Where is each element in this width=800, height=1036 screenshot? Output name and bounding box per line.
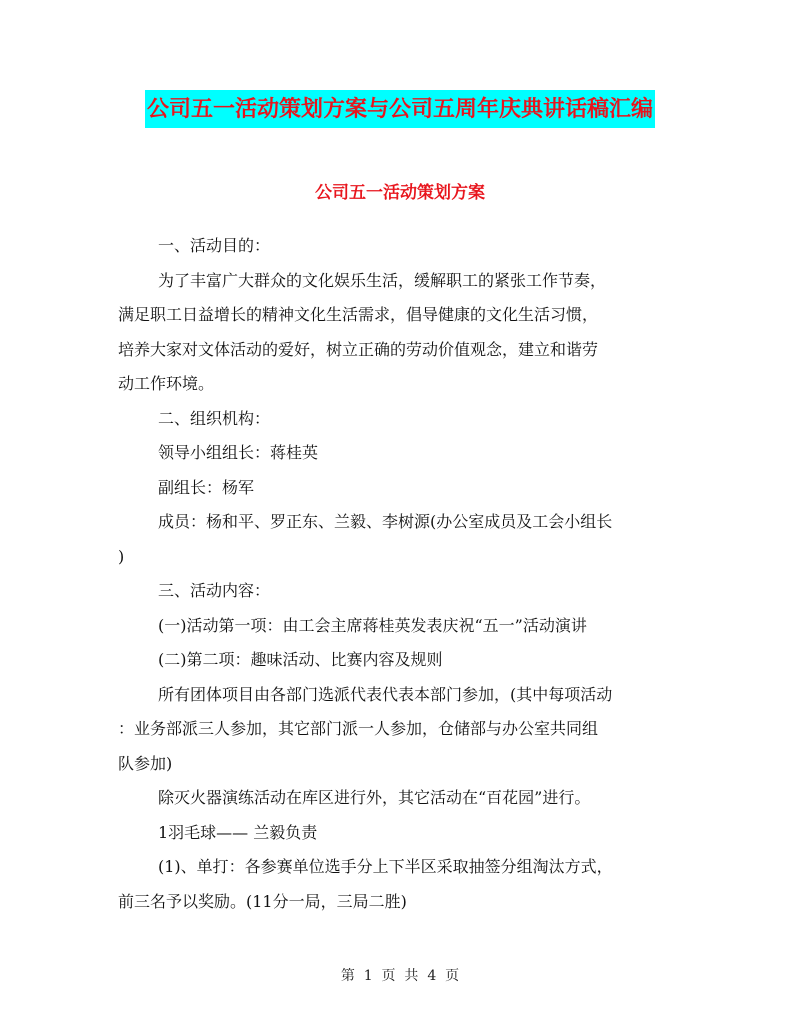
paragraph-line: ：业务部派三人参加，其它部门派一人参加，仓储部与办公室共同组	[118, 719, 599, 738]
paragraph-line: 1羽毛球—— 兰毅负责	[158, 822, 318, 842]
paragraph-line: 领导小组组长：蒋桂英	[158, 443, 319, 462]
document-main-title	[0, 90, 800, 128]
paragraph-line: 为了丰富广大群众的文化娱乐生活，缓解职工的紧张工作节奏，	[158, 270, 607, 290]
paragraph-line: 队参加)	[118, 753, 173, 773]
paragraph-line: 二、组织机构：	[158, 408, 271, 428]
document-body	[118, 229, 683, 919]
page-footer: 第 1 页 共 4 页	[340, 968, 460, 984]
paragraph-line: )	[118, 546, 125, 566]
paragraph-line: 培养大家对文体活动的爱好，树立正确的劳动价值观念，建立和谐劳	[118, 339, 599, 359]
paragraph-line: 动工作环境。	[118, 374, 215, 393]
paragraph-line: 满足职工日益增长的精神文化生活需求，倡导健康的文化生活习惯，	[118, 305, 599, 324]
paragraph-line: 成员：杨和平、罗正东、兰毅、李树源(办公室成员及工会小组长	[158, 512, 613, 531]
paragraph-line: 一、活动目的：	[158, 236, 271, 255]
paragraph-line: (二)第二项：趣味活动、比赛内容及规则	[158, 650, 443, 669]
paragraph-line: 前三名予以奖励。(11分一局，三局二胜)	[118, 891, 407, 911]
section-title: 公司五一活动策划方案	[315, 183, 485, 203]
paragraph-line: 三、活动内容：	[158, 581, 271, 600]
paragraph-line: 除灭火器演练活动在库区进行外，其它活动在“百花园”进行。	[158, 788, 591, 807]
paragraph-line: (1)、单打：各参赛单位选手分上下半区采取抽签分组淘汰方式，	[158, 857, 613, 876]
paragraph-line: (一)活动第一项：由工会主席蒋桂英发表庆祝“五一”活动演讲	[158, 615, 587, 635]
main-title-text: 公司五一活动策划方案与公司五周年庆典讲话稿汇编	[145, 90, 655, 128]
paragraph-line: 副组长：杨军	[158, 477, 255, 497]
paragraph-line: 所有团体项目由各部门选派代表代表本部门参加，(其中每项活动	[158, 684, 613, 704]
